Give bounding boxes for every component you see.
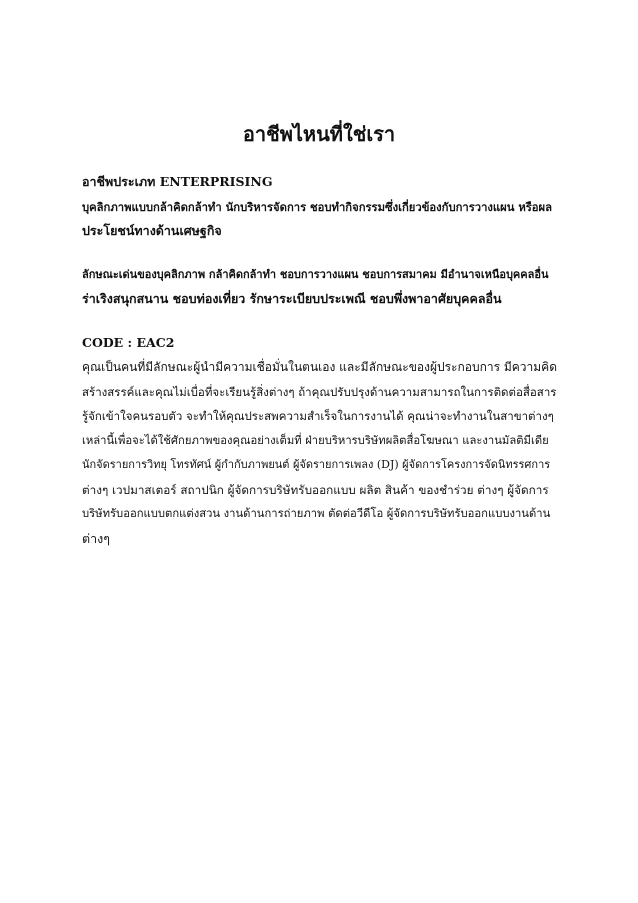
traits-line-2: ร่าเริงสนุกสนาน ชอบท่องเที่ยว รักษาระเบียบประเพณี ชอบพึ่งพาอาศัยบุคคลอื่น — [82, 291, 502, 306]
code-description-line-3: รู้จักเข้าใจคนรอบตัว จะทำให้คุณประสพความสำเร็จในการงานได้ คุณน่าจะทำงานในสาขาต่างๆ — [82, 409, 554, 423]
page-title: อาชีพไหนที่ใช่เรา — [242, 122, 396, 146]
document-body — [82, 170, 558, 551]
section-gap — [82, 244, 558, 263]
code-description-line-4: เหล่านี้เพื่อจะได้ใช้ศักยภาพของคุณอย่างเต็มที่ ฝ่ายบริหารบริษัทผลิตสื่อโฆษณา และงานมัลติมีเดีย — [82, 433, 549, 447]
section-gap — [82, 312, 558, 331]
code-description-line-2: สร้างสรรค์และคุณไม่เบื่อที่จะเรียนรู้สิ่งต่างๆ ถ้าคุณปรับปรุงด้านความสามารถในการติดต่อสื่อสาร — [82, 384, 557, 399]
code-description-line-1: คุณเป็นคนที่มีลักษณะผู้นำมีความเชื่อมั่นในตนเอง และมีลักษณะของผู้ประกอบการ มีความคิด — [82, 360, 558, 374]
type-heading: อาชีพประเภท ENTERPRISING — [82, 174, 273, 189]
type-description-line-1: บุคลิกภาพแบบกล้าคิดกล้าทำ นักบริหารจัดการ ชอบทำกิจกรรมซึ่งเกี่ยวข้องกับการวางแผน หรือผล — [82, 199, 553, 214]
code-heading: CODE : EAC2 — [82, 334, 175, 350]
type-description-line-2: ประโยชน์ทางด้านเศษฐกิจ — [82, 223, 222, 238]
code-description-line-5: นักจัดรายการวิทยุ โทรทัศน์ ผู้กำกับภาพยนต์ ผู้จัดรายการเพลง (DJ) ผู้จัดการโครงการจัดนิทรรศการ — [82, 458, 551, 471]
code-description-line-7: บริษัทรับออกแบบตกแต่งสวน งานด้านการถ่ายภาพ ตัดต่อวีดีโอ ผู้จัดการบริษัทรับออกแบบงานด้าน — [82, 507, 551, 520]
traits-line-1: ลักษณะเด่นของบุคลิกภาพ กล้าคิดกล้าทำ ชอบการวางแผน ชอบการสมาคม มีอำนาจเหนือบุคคลอื่น — [82, 267, 549, 281]
code-description-line-8: ต่างๆ — [82, 530, 110, 546]
code-description-line-6: ต่างๆ เวปมาสเตอร์ สถาปนิก ผู้จัดการบริษัทรับออกแบบ ผลิต สินค้า ของชำร่วย ต่างๆ ผู้จัดการ — [82, 482, 549, 497]
